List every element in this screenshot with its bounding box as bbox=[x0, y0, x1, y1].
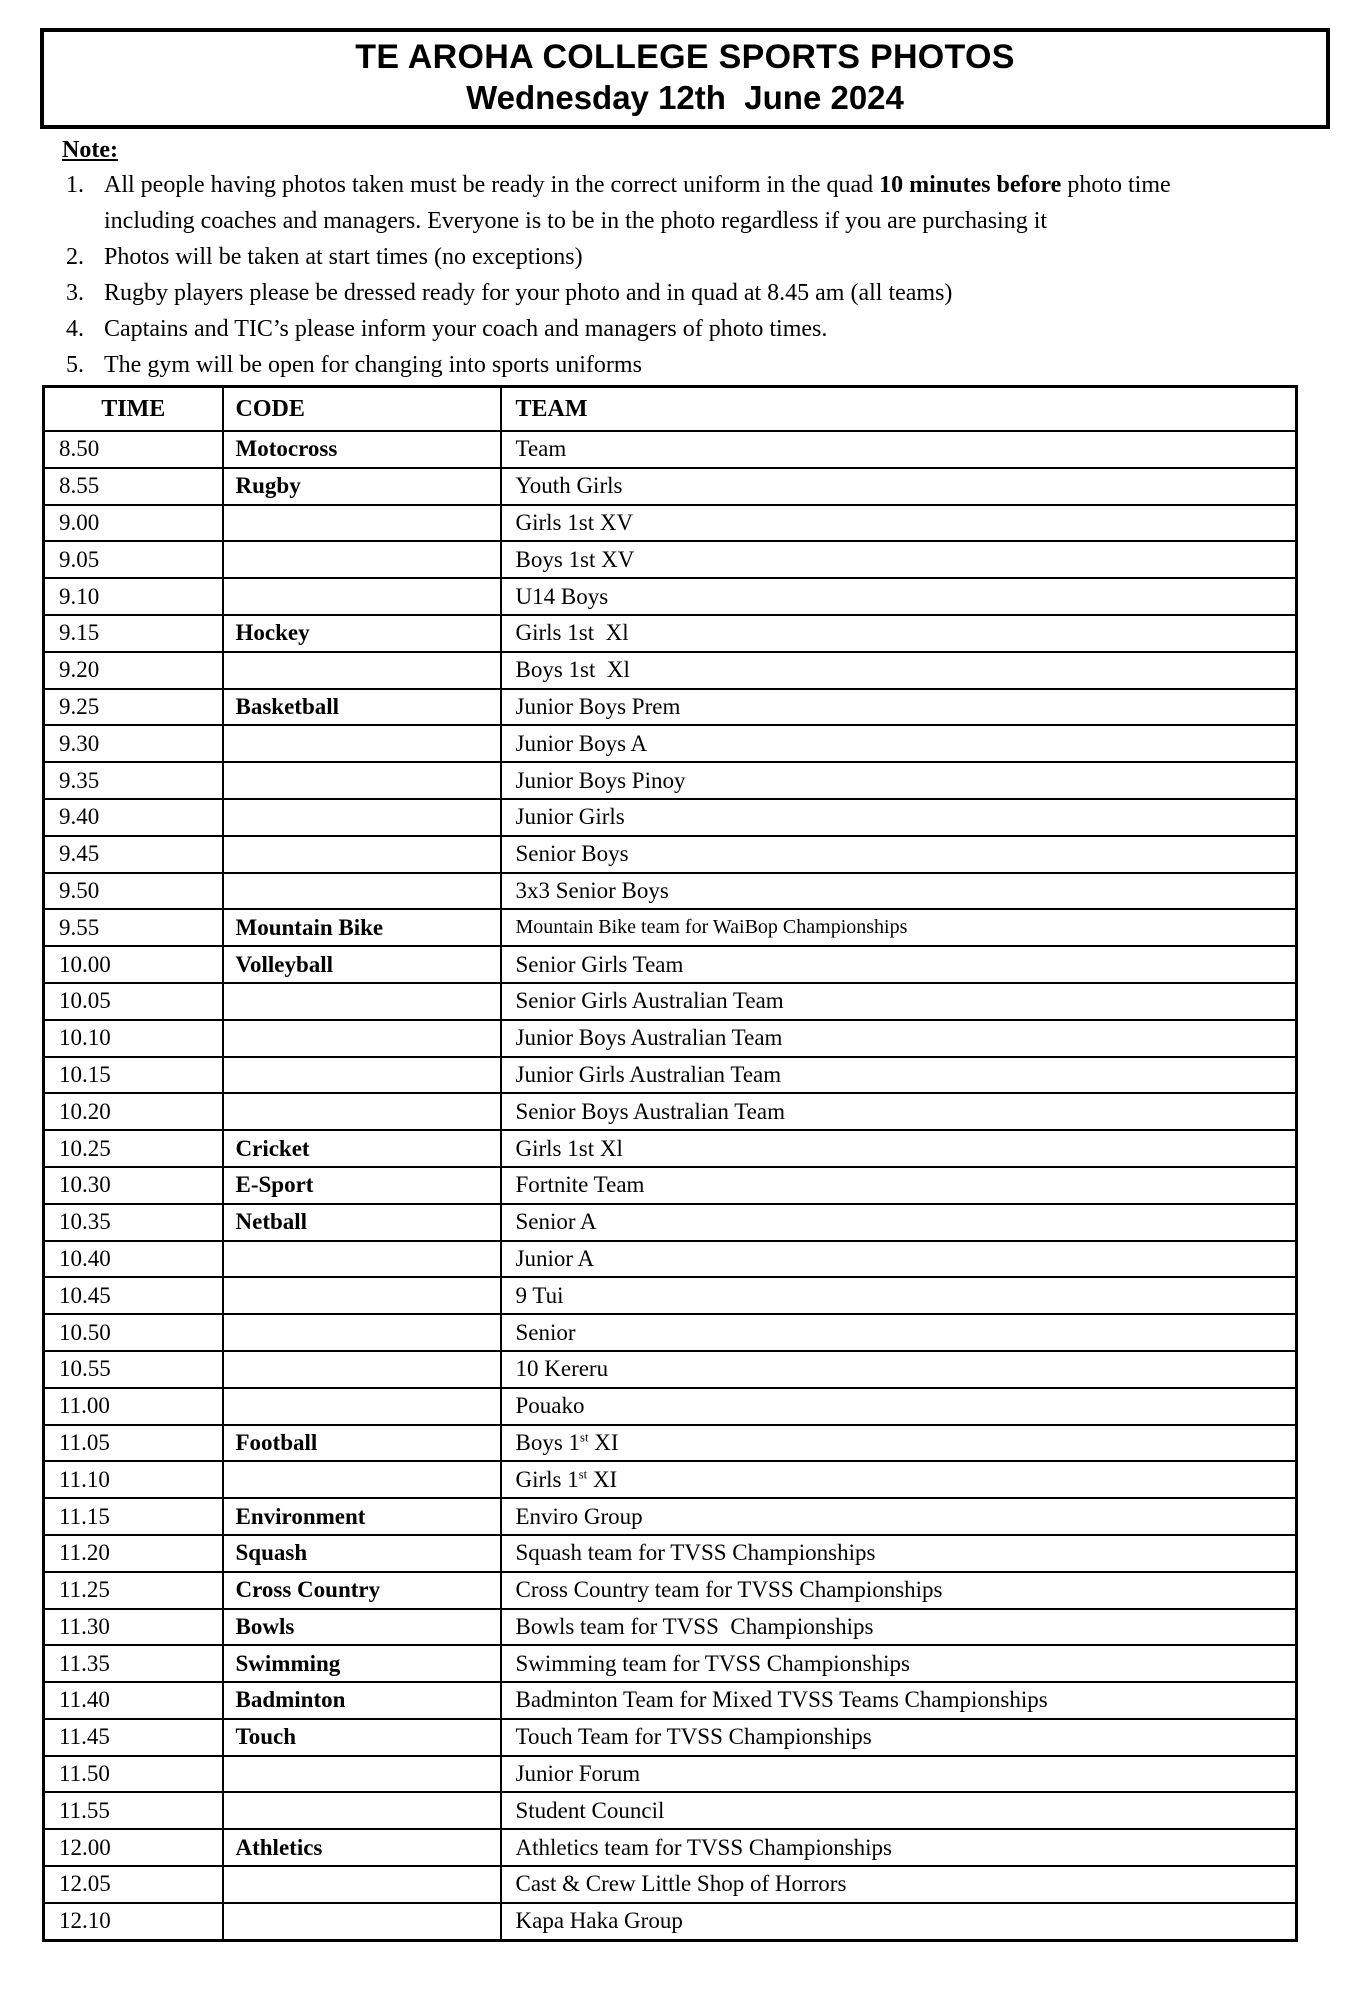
note-number: 4. bbox=[66, 316, 84, 342]
code-cell: Environment bbox=[223, 1498, 501, 1535]
team-cell: Girls 1st Xl bbox=[501, 615, 1297, 652]
code-cell: Basketball bbox=[223, 689, 501, 726]
code-cell bbox=[223, 1388, 501, 1425]
code-cell: E-Sport bbox=[223, 1167, 501, 1204]
team-cell: Junior Boys Australian Team bbox=[501, 1020, 1297, 1057]
table-row bbox=[44, 1645, 1297, 1682]
table-row bbox=[44, 1425, 1297, 1462]
time-cell: 9.00 bbox=[44, 505, 223, 542]
table-row bbox=[44, 1388, 1297, 1425]
team-cell: Junior Boys A bbox=[501, 725, 1297, 762]
team-cell: Senior A bbox=[501, 1204, 1297, 1241]
team-cell: Girls 1st XV bbox=[501, 505, 1297, 542]
code-cell: Squash bbox=[223, 1535, 501, 1572]
time-cell: 11.35 bbox=[44, 1645, 223, 1682]
table-row bbox=[44, 1020, 1297, 1057]
team-cell: Fortnite Team bbox=[501, 1167, 1297, 1204]
table-row bbox=[44, 1535, 1297, 1572]
code-cell: Bowls bbox=[223, 1609, 501, 1646]
code-cell: Cross Country bbox=[223, 1572, 501, 1609]
code-cell bbox=[223, 1241, 501, 1278]
time-cell: 9.35 bbox=[44, 762, 223, 799]
team-cell bbox=[501, 1461, 1297, 1498]
time-cell: 11.50 bbox=[44, 1756, 223, 1793]
code-cell: Cricket bbox=[223, 1130, 501, 1167]
table-row bbox=[44, 1498, 1297, 1535]
team-cell: Youth Girls bbox=[501, 468, 1297, 505]
team-cell: Junior A bbox=[501, 1241, 1297, 1278]
table-row bbox=[44, 799, 1297, 836]
code-cell: Rugby bbox=[223, 468, 501, 505]
code-cell bbox=[223, 1351, 501, 1388]
note-item bbox=[40, 239, 1330, 275]
code-cell: Badminton bbox=[223, 1682, 501, 1719]
code-cell bbox=[223, 873, 501, 910]
table-row bbox=[44, 983, 1297, 1020]
note-text bbox=[104, 167, 1179, 239]
time-column-header: TIME bbox=[44, 387, 223, 432]
note-number: 2. bbox=[66, 244, 84, 270]
code-cell bbox=[223, 1277, 501, 1314]
time-cell: 12.00 bbox=[44, 1829, 223, 1866]
table-row bbox=[44, 946, 1297, 983]
page-subtitle-date: Wednesday 12th June 2024 bbox=[466, 79, 904, 116]
schedule-body bbox=[44, 431, 1297, 1941]
page-title: TE AROHA COLLEGE SPORTS PHOTOS bbox=[355, 38, 1015, 76]
team-cell: Swimming team for TVSS Championships bbox=[501, 1645, 1297, 1682]
code-cell: Swimming bbox=[223, 1645, 501, 1682]
table-row bbox=[44, 1204, 1297, 1241]
code-cell: Football bbox=[223, 1425, 501, 1462]
table-row bbox=[44, 1351, 1297, 1388]
text-segment: photo time including coaches and managers. Everyone is to be in the photo regardless if you are purchasing it bbox=[104, 172, 1171, 234]
table-row bbox=[44, 1609, 1297, 1646]
table-row bbox=[44, 1756, 1297, 1793]
code-cell: Touch bbox=[223, 1719, 501, 1756]
time-cell: 11.45 bbox=[44, 1719, 223, 1756]
table-row bbox=[44, 725, 1297, 762]
code-cell bbox=[223, 836, 501, 873]
time-cell: 10.05 bbox=[44, 983, 223, 1020]
code-cell bbox=[223, 1461, 501, 1498]
note-item bbox=[40, 311, 1330, 347]
note-item bbox=[40, 167, 1330, 239]
team-cell: Squash team for TVSS Championships bbox=[501, 1535, 1297, 1572]
note-list bbox=[40, 167, 1330, 383]
time-cell: 10.30 bbox=[44, 1167, 223, 1204]
code-cell bbox=[223, 725, 501, 762]
note-item bbox=[40, 347, 1330, 383]
time-cell: 8.55 bbox=[44, 468, 223, 505]
table-row bbox=[44, 1682, 1297, 1719]
time-cell: 10.50 bbox=[44, 1314, 223, 1351]
table-row bbox=[44, 1461, 1297, 1498]
time-cell: 11.00 bbox=[44, 1388, 223, 1425]
team-cell: Kapa Haka Group bbox=[501, 1903, 1297, 1941]
note-number: 5. bbox=[66, 352, 84, 378]
table-row bbox=[44, 1241, 1297, 1278]
code-cell: Hockey bbox=[223, 615, 501, 652]
time-cell: 8.50 bbox=[44, 431, 223, 468]
code-cell: Netball bbox=[223, 1204, 501, 1241]
time-cell: 10.45 bbox=[44, 1277, 223, 1314]
table-row bbox=[44, 505, 1297, 542]
team-cell: Team bbox=[501, 431, 1297, 468]
time-cell: 9.40 bbox=[44, 799, 223, 836]
code-cell bbox=[223, 1314, 501, 1351]
text-segment: Photos will be taken at start times (no exceptions) bbox=[104, 244, 583, 270]
time-cell: 11.10 bbox=[44, 1461, 223, 1498]
time-cell: 11.40 bbox=[44, 1682, 223, 1719]
superscript-text: st bbox=[580, 1430, 589, 1445]
table-row bbox=[44, 615, 1297, 652]
time-cell: 10.25 bbox=[44, 1130, 223, 1167]
time-cell: 11.30 bbox=[44, 1609, 223, 1646]
time-cell: 9.45 bbox=[44, 836, 223, 873]
note-number: 1. bbox=[66, 172, 84, 198]
table-row bbox=[44, 1792, 1297, 1829]
time-cell: 10.55 bbox=[44, 1351, 223, 1388]
note-text bbox=[104, 311, 1179, 347]
notes-section bbox=[40, 129, 1330, 383]
table-row bbox=[44, 468, 1297, 505]
team-cell: Touch Team for TVSS Championships bbox=[501, 1719, 1297, 1756]
table-row bbox=[44, 1057, 1297, 1094]
text-segment: All people having photos taken must be ready in the correct uniform in the quad bbox=[104, 172, 880, 198]
time-cell: 11.05 bbox=[44, 1425, 223, 1462]
team-cell: Boys 1st Xl bbox=[501, 652, 1297, 689]
team-cell: Junior Girls bbox=[501, 799, 1297, 836]
team-column-header: TEAM bbox=[501, 387, 1297, 432]
time-cell: 11.55 bbox=[44, 1792, 223, 1829]
time-cell: 11.25 bbox=[44, 1572, 223, 1609]
code-cell: Athletics bbox=[223, 1829, 501, 1866]
team-cell: Athletics team for TVSS Championships bbox=[501, 1829, 1297, 1866]
text-segment: Rugby players please be dressed ready for your photo and in quad at 8.45 am (all teams) bbox=[104, 280, 953, 306]
code-cell bbox=[223, 1903, 501, 1941]
text-segment: Boys 1 bbox=[515, 1429, 581, 1455]
time-cell: 10.10 bbox=[44, 1020, 223, 1057]
code-cell bbox=[223, 652, 501, 689]
team-cell: Junior Forum bbox=[501, 1756, 1297, 1793]
team-cell bbox=[501, 1425, 1297, 1462]
time-cell: 11.15 bbox=[44, 1498, 223, 1535]
table-row bbox=[44, 1829, 1297, 1866]
team-cell: 3x3 Senior Boys bbox=[501, 873, 1297, 910]
table-row bbox=[44, 1167, 1297, 1204]
table-row bbox=[44, 1130, 1297, 1167]
team-cell: Senior Girls Team bbox=[501, 946, 1297, 983]
team-cell: Senior bbox=[501, 1314, 1297, 1351]
superscript-text: st bbox=[578, 1467, 588, 1482]
code-cell bbox=[223, 541, 501, 578]
team-cell: Junior Boys Pinoy bbox=[501, 762, 1297, 799]
time-cell: 9.15 bbox=[44, 615, 223, 652]
text-segment: Girls 1 bbox=[515, 1466, 579, 1492]
team-cell: 10 Kereru bbox=[501, 1351, 1297, 1388]
time-cell: 10.00 bbox=[44, 946, 223, 983]
code-cell bbox=[223, 1057, 501, 1094]
time-cell: 10.15 bbox=[44, 1057, 223, 1094]
code-cell bbox=[223, 1866, 501, 1903]
code-cell: Volleyball bbox=[223, 946, 501, 983]
team-cell: Girls 1st Xl bbox=[501, 1130, 1297, 1167]
text-segment: XI bbox=[587, 1466, 618, 1492]
table-row bbox=[44, 1093, 1297, 1130]
table-header-row bbox=[44, 387, 1297, 432]
code-column-header: CODE bbox=[223, 387, 501, 432]
team-cell: Student Council bbox=[501, 1792, 1297, 1829]
table-row bbox=[44, 689, 1297, 726]
code-cell bbox=[223, 799, 501, 836]
code-cell bbox=[223, 762, 501, 799]
team-cell: 9 Tui bbox=[501, 1277, 1297, 1314]
team-cell: Enviro Group bbox=[501, 1498, 1297, 1535]
team-cell: U14 Boys bbox=[501, 578, 1297, 615]
code-cell: Mountain Bike bbox=[223, 909, 501, 946]
note-text bbox=[104, 275, 1179, 311]
team-cell: Badminton Team for Mixed TVSS Teams Championships bbox=[501, 1682, 1297, 1719]
time-cell: 10.20 bbox=[44, 1093, 223, 1130]
table-row bbox=[44, 909, 1297, 946]
team-cell: Junior Girls Australian Team bbox=[501, 1057, 1297, 1094]
time-cell: 10.35 bbox=[44, 1204, 223, 1241]
text-segment: XI bbox=[588, 1429, 619, 1455]
code-cell bbox=[223, 578, 501, 615]
team-cell: Senior Boys bbox=[501, 836, 1297, 873]
time-cell: 9.50 bbox=[44, 873, 223, 910]
text-segment: Captains and TIC’s please inform your coach and managers of photo times. bbox=[104, 316, 828, 342]
table-row bbox=[44, 541, 1297, 578]
time-cell: 9.20 bbox=[44, 652, 223, 689]
code-cell bbox=[223, 505, 501, 542]
table-row bbox=[44, 873, 1297, 910]
note-text bbox=[104, 347, 1179, 383]
time-cell: 9.55 bbox=[44, 909, 223, 946]
table-row bbox=[44, 762, 1297, 799]
team-cell: Pouako bbox=[501, 1388, 1297, 1425]
code-cell: Motocross bbox=[223, 431, 501, 468]
table-row bbox=[44, 1719, 1297, 1756]
code-cell bbox=[223, 983, 501, 1020]
table-row bbox=[44, 578, 1297, 615]
time-cell: 9.30 bbox=[44, 725, 223, 762]
code-cell bbox=[223, 1020, 501, 1057]
time-cell: 9.25 bbox=[44, 689, 223, 726]
time-cell: 12.10 bbox=[44, 1903, 223, 1941]
table-row bbox=[44, 1314, 1297, 1351]
team-cell: Cast & Crew Little Shop of Horrors bbox=[501, 1866, 1297, 1903]
table-row bbox=[44, 836, 1297, 873]
time-cell: 9.05 bbox=[44, 541, 223, 578]
code-cell bbox=[223, 1093, 501, 1130]
bold-text: 10 minutes before bbox=[879, 172, 1062, 198]
code-cell bbox=[223, 1756, 501, 1793]
table-row bbox=[44, 1572, 1297, 1609]
code-cell bbox=[223, 1792, 501, 1829]
notes-heading: Note: bbox=[62, 137, 118, 163]
schedule-table bbox=[42, 385, 1298, 1942]
table-row bbox=[44, 652, 1297, 689]
table-row bbox=[44, 1277, 1297, 1314]
note-text bbox=[104, 239, 1179, 275]
note-item bbox=[40, 275, 1330, 311]
time-cell: 9.10 bbox=[44, 578, 223, 615]
time-cell: 11.20 bbox=[44, 1535, 223, 1572]
team-cell: Junior Boys Prem bbox=[501, 689, 1297, 726]
text-segment: The gym will be open for changing into sports uniforms bbox=[104, 352, 642, 378]
note-number: 3. bbox=[66, 280, 84, 306]
table-row bbox=[44, 1866, 1297, 1903]
team-cell: Mountain Bike team for WaiBop Championships bbox=[501, 909, 1297, 946]
team-cell: Boys 1st XV bbox=[501, 541, 1297, 578]
title-box bbox=[40, 28, 1330, 129]
team-cell: Senior Boys Australian Team bbox=[501, 1093, 1297, 1130]
time-cell: 10.40 bbox=[44, 1241, 223, 1278]
time-cell: 12.05 bbox=[44, 1866, 223, 1903]
team-cell: Senior Girls Australian Team bbox=[501, 983, 1297, 1020]
team-cell: Cross Country team for TVSS Championships bbox=[501, 1572, 1297, 1609]
team-cell: Bowls team for TVSS Championships bbox=[501, 1609, 1297, 1646]
table-row bbox=[44, 1903, 1297, 1941]
table-row bbox=[44, 431, 1297, 468]
